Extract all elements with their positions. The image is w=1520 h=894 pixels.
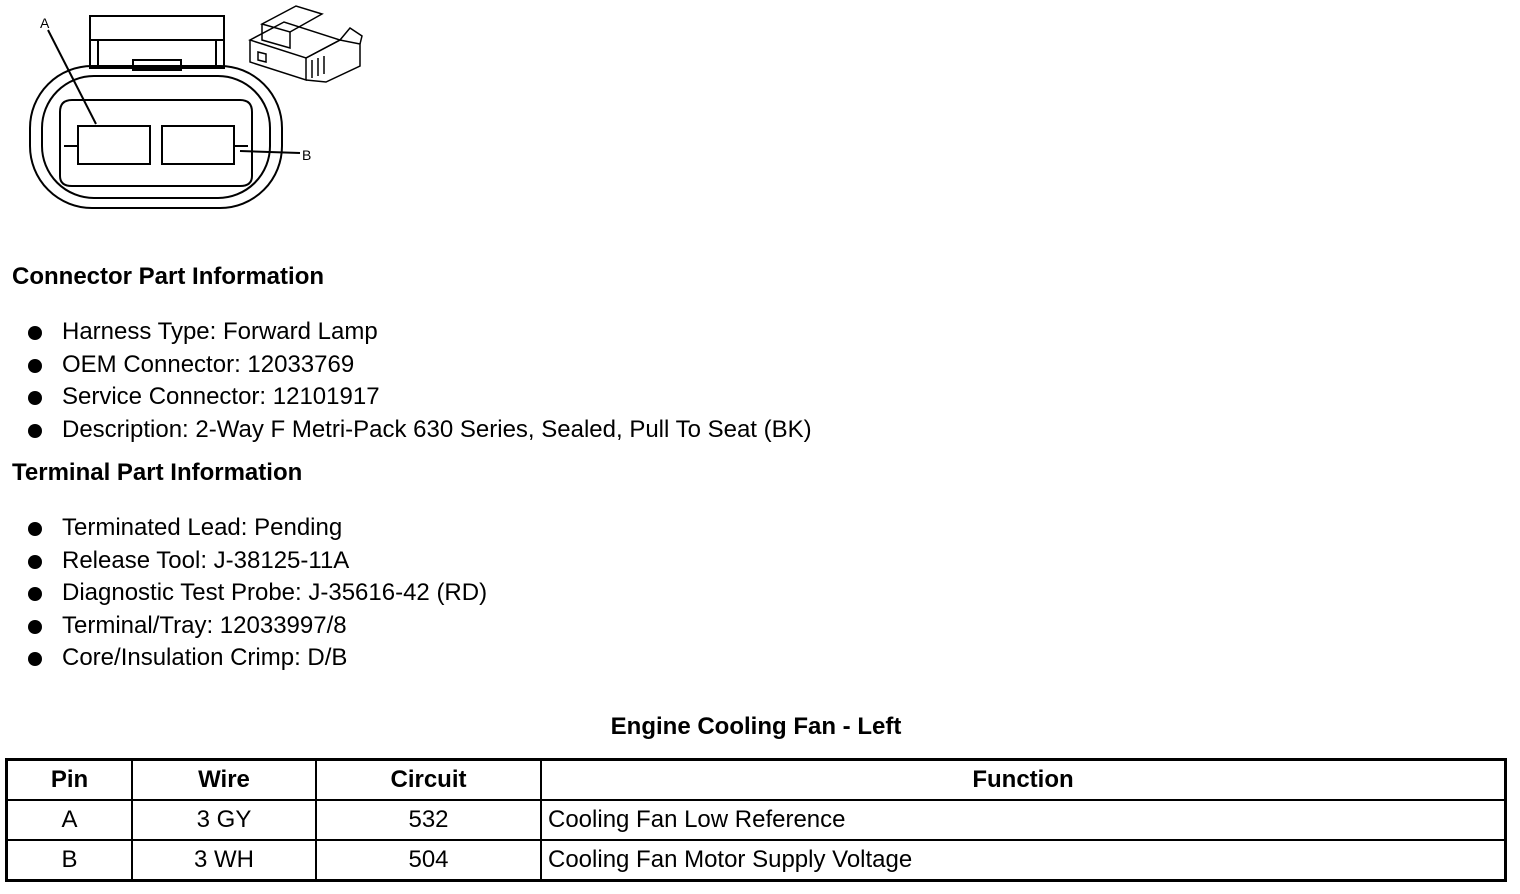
pin-table-title: Engine Cooling Fan - Left bbox=[610, 713, 902, 740]
list-item bbox=[28, 577, 487, 610]
pin-label-b: B bbox=[302, 147, 312, 163]
bullet-icon bbox=[28, 391, 42, 405]
bullet-icon bbox=[28, 359, 42, 373]
bullet-icon bbox=[28, 522, 42, 536]
list-item-text: Release Tool: J-38125-11A bbox=[62, 546, 350, 574]
cell-pin: B bbox=[7, 840, 133, 881]
leader-line-b bbox=[240, 151, 300, 153]
bullet-icon bbox=[28, 424, 42, 438]
bullet-icon bbox=[28, 587, 42, 601]
terminal-info-list bbox=[28, 512, 487, 675]
cavity-a bbox=[78, 126, 150, 164]
pin-label-a: A bbox=[40, 15, 50, 31]
list-item bbox=[28, 545, 487, 578]
pin-table bbox=[5, 758, 1507, 882]
bullet-icon bbox=[28, 652, 42, 666]
table-row bbox=[7, 840, 1506, 881]
terminal-info-heading: Terminal Part Information bbox=[12, 459, 303, 486]
connector-diagram bbox=[0, 0, 380, 225]
list-item-text: Diagnostic Test Probe: J-35616-42 (RD) bbox=[62, 579, 488, 607]
bullet-icon bbox=[28, 326, 42, 340]
bullet-icon bbox=[28, 555, 42, 569]
list-item bbox=[28, 512, 487, 545]
table-row bbox=[7, 800, 1506, 840]
list-item-text: Terminated Lead: Pending bbox=[62, 514, 343, 541]
list-item-text: OEM Connector: 12033769 bbox=[62, 350, 355, 378]
list-item bbox=[28, 642, 487, 675]
list-item-text: Terminal/Tray: 12033997/8 bbox=[62, 611, 347, 639]
list-item bbox=[28, 610, 487, 643]
list-item bbox=[28, 349, 812, 382]
cell-wire: 3 GY bbox=[132, 800, 316, 840]
connector-info-heading: Connector Part Information bbox=[12, 263, 325, 290]
connector-info-list bbox=[28, 316, 812, 446]
list-item bbox=[28, 381, 812, 414]
list-item-text: Harness Type: Forward Lamp bbox=[62, 318, 378, 345]
cavity-b bbox=[162, 126, 234, 164]
table-header-row bbox=[7, 760, 1506, 801]
cell-function: Cooling Fan Motor Supply Voltage bbox=[541, 840, 1506, 881]
header-function: Function bbox=[541, 760, 1506, 801]
list-item bbox=[28, 316, 812, 349]
header-circuit: Circuit bbox=[316, 760, 541, 801]
cell-wire: 3 WH bbox=[132, 840, 316, 881]
list-item-text: Description: 2-Way F Metri-Pack 630 Series, Sealed, Pull To Seat (BK) bbox=[62, 415, 812, 443]
list-item bbox=[28, 414, 812, 447]
cell-circuit: 532 bbox=[316, 800, 541, 840]
bullet-icon bbox=[28, 620, 42, 634]
header-wire: Wire bbox=[132, 760, 316, 801]
connector-perspective-icon bbox=[250, 6, 362, 82]
list-item-text: Core/Insulation Crimp: D/B bbox=[62, 644, 348, 672]
list-item-text: Service Connector: 12101917 bbox=[62, 383, 380, 411]
cell-pin: A bbox=[7, 800, 133, 840]
cell-function: Cooling Fan Low Reference bbox=[541, 800, 1506, 840]
header-pin: Pin bbox=[7, 760, 133, 801]
cell-circuit: 504 bbox=[316, 840, 541, 881]
